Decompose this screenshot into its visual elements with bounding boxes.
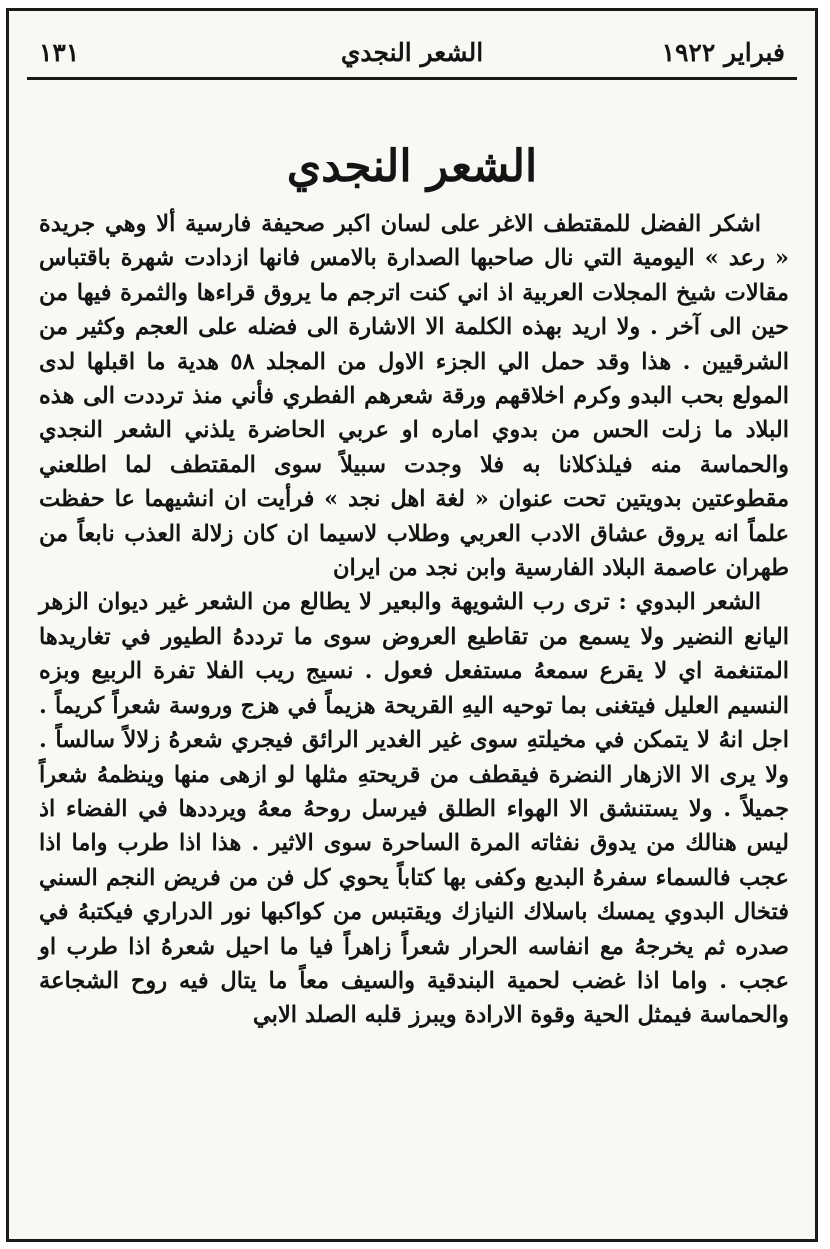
running-title: الشعر النجدي bbox=[340, 38, 484, 67]
issue-date: فبراير ١٩٢٢ bbox=[661, 38, 785, 67]
page-number: ١٣١ bbox=[39, 38, 80, 67]
article-title: الشعر النجدي bbox=[286, 141, 538, 192]
header-rule bbox=[27, 77, 797, 80]
running-header bbox=[27, 33, 797, 73]
article-body bbox=[39, 207, 789, 1033]
paragraph-intro: اشكر الفضل للمقتطف الاغر على لسان اكبر صحيفة فارسية ألا وهي جريدة « رعد » اليومية التي نال صاحبها الصدارة بالامس فانها ازدادت شهرة باقتباس مقالات شيخ المجلات العربية اذ اني كنت اترجم ما يروق قراءها والثمرة فيها من حين الى آخر . ولا اريد بهذه الكلمة الا الاشارة الى فضله على العجم وكثير من الشرقيين . هذا وقد حمل الي الجزء الاول من المجلد ٥٨ هدية ما اقبلها لدى المولع بحب البدو وكرم اخلاقهم ورقة شعرهم الفطري فأني منذ ترددت الى هذه البلاد ما زلت الحس من بدوي اماره او عربي الحاضرة يلذني الشعر النجدي والحماسة منه فيلذكلانا به فلا وجدت سبيلاً سوى المقتطف لما اطلعني مقطوعتين بدويتين تحت عنوان « لغة اهل نجد » فرأيت ان انشيهما عا حفظت علماً انه يروق عشاق الادب العربي وطلاب لاسيما ان كان زلالة العذب نابعاً من طهران عاصمة البلاد الفارسية وابن نجد من ايران bbox=[39, 211, 789, 582]
journal-page bbox=[6, 8, 818, 1242]
paragraph-bedouin-poetry: الشعر البدوي : ترى رب الشويهة والبعير لا يطالع من الشعر غير ديوان الزهر اليانع النضير ولا يسمع من تقاطيع العروض سوى ما ترددهُ الطيور في تغاريدها المتنغمة اي لا يقرع سمعهُ مستفعل فعول . نسيج ريب الفلا تفرة الربيع وبزه النسيم العليل فيتغنى بما توحيه اليهِ القريحة هزيماً في هزج وروسة شعراً كريماً . اجل انهُ لا يتمكن في مخيلتهِ سوى غير الغدير الرائق فيجري شعرهُ زلالاً سالساً . ولا يرى الا الازهار النضرة فيقطف من قريحتهِ مثلها لو ازهى منها وينظمهُ شعراً جميلاً . ولا يستنشق الا الهواء الطلق فيرسل روحهُ معهُ ويرددها في الفضاء اذ ليس هنالك من يدوق نفثاته المرة الساحرة سوى الاثير . هذا اذا طرب واما اذا عجب فالسماء سفرهُ البديع وكفى بها كتاباً يحوي كل فن من فريض النجم السني فتخال البدوي يمسك باسلاك النيازك ويقتبس من كواكبها نور الدراري فيكتبهُ في صدره ثم يخرجهُ مع انفاسه الحرار شعراً زاهراً فيا ما احيل شعرهُ اذا طرب او عجب . واما اذا غضب لحمية البندقية والسيف معاً ما يتال فيه روح الشجاعة والحماسة فيمثل الحية وقوة الارادة ويبرز قلبه الصلد الابي bbox=[39, 589, 789, 1029]
